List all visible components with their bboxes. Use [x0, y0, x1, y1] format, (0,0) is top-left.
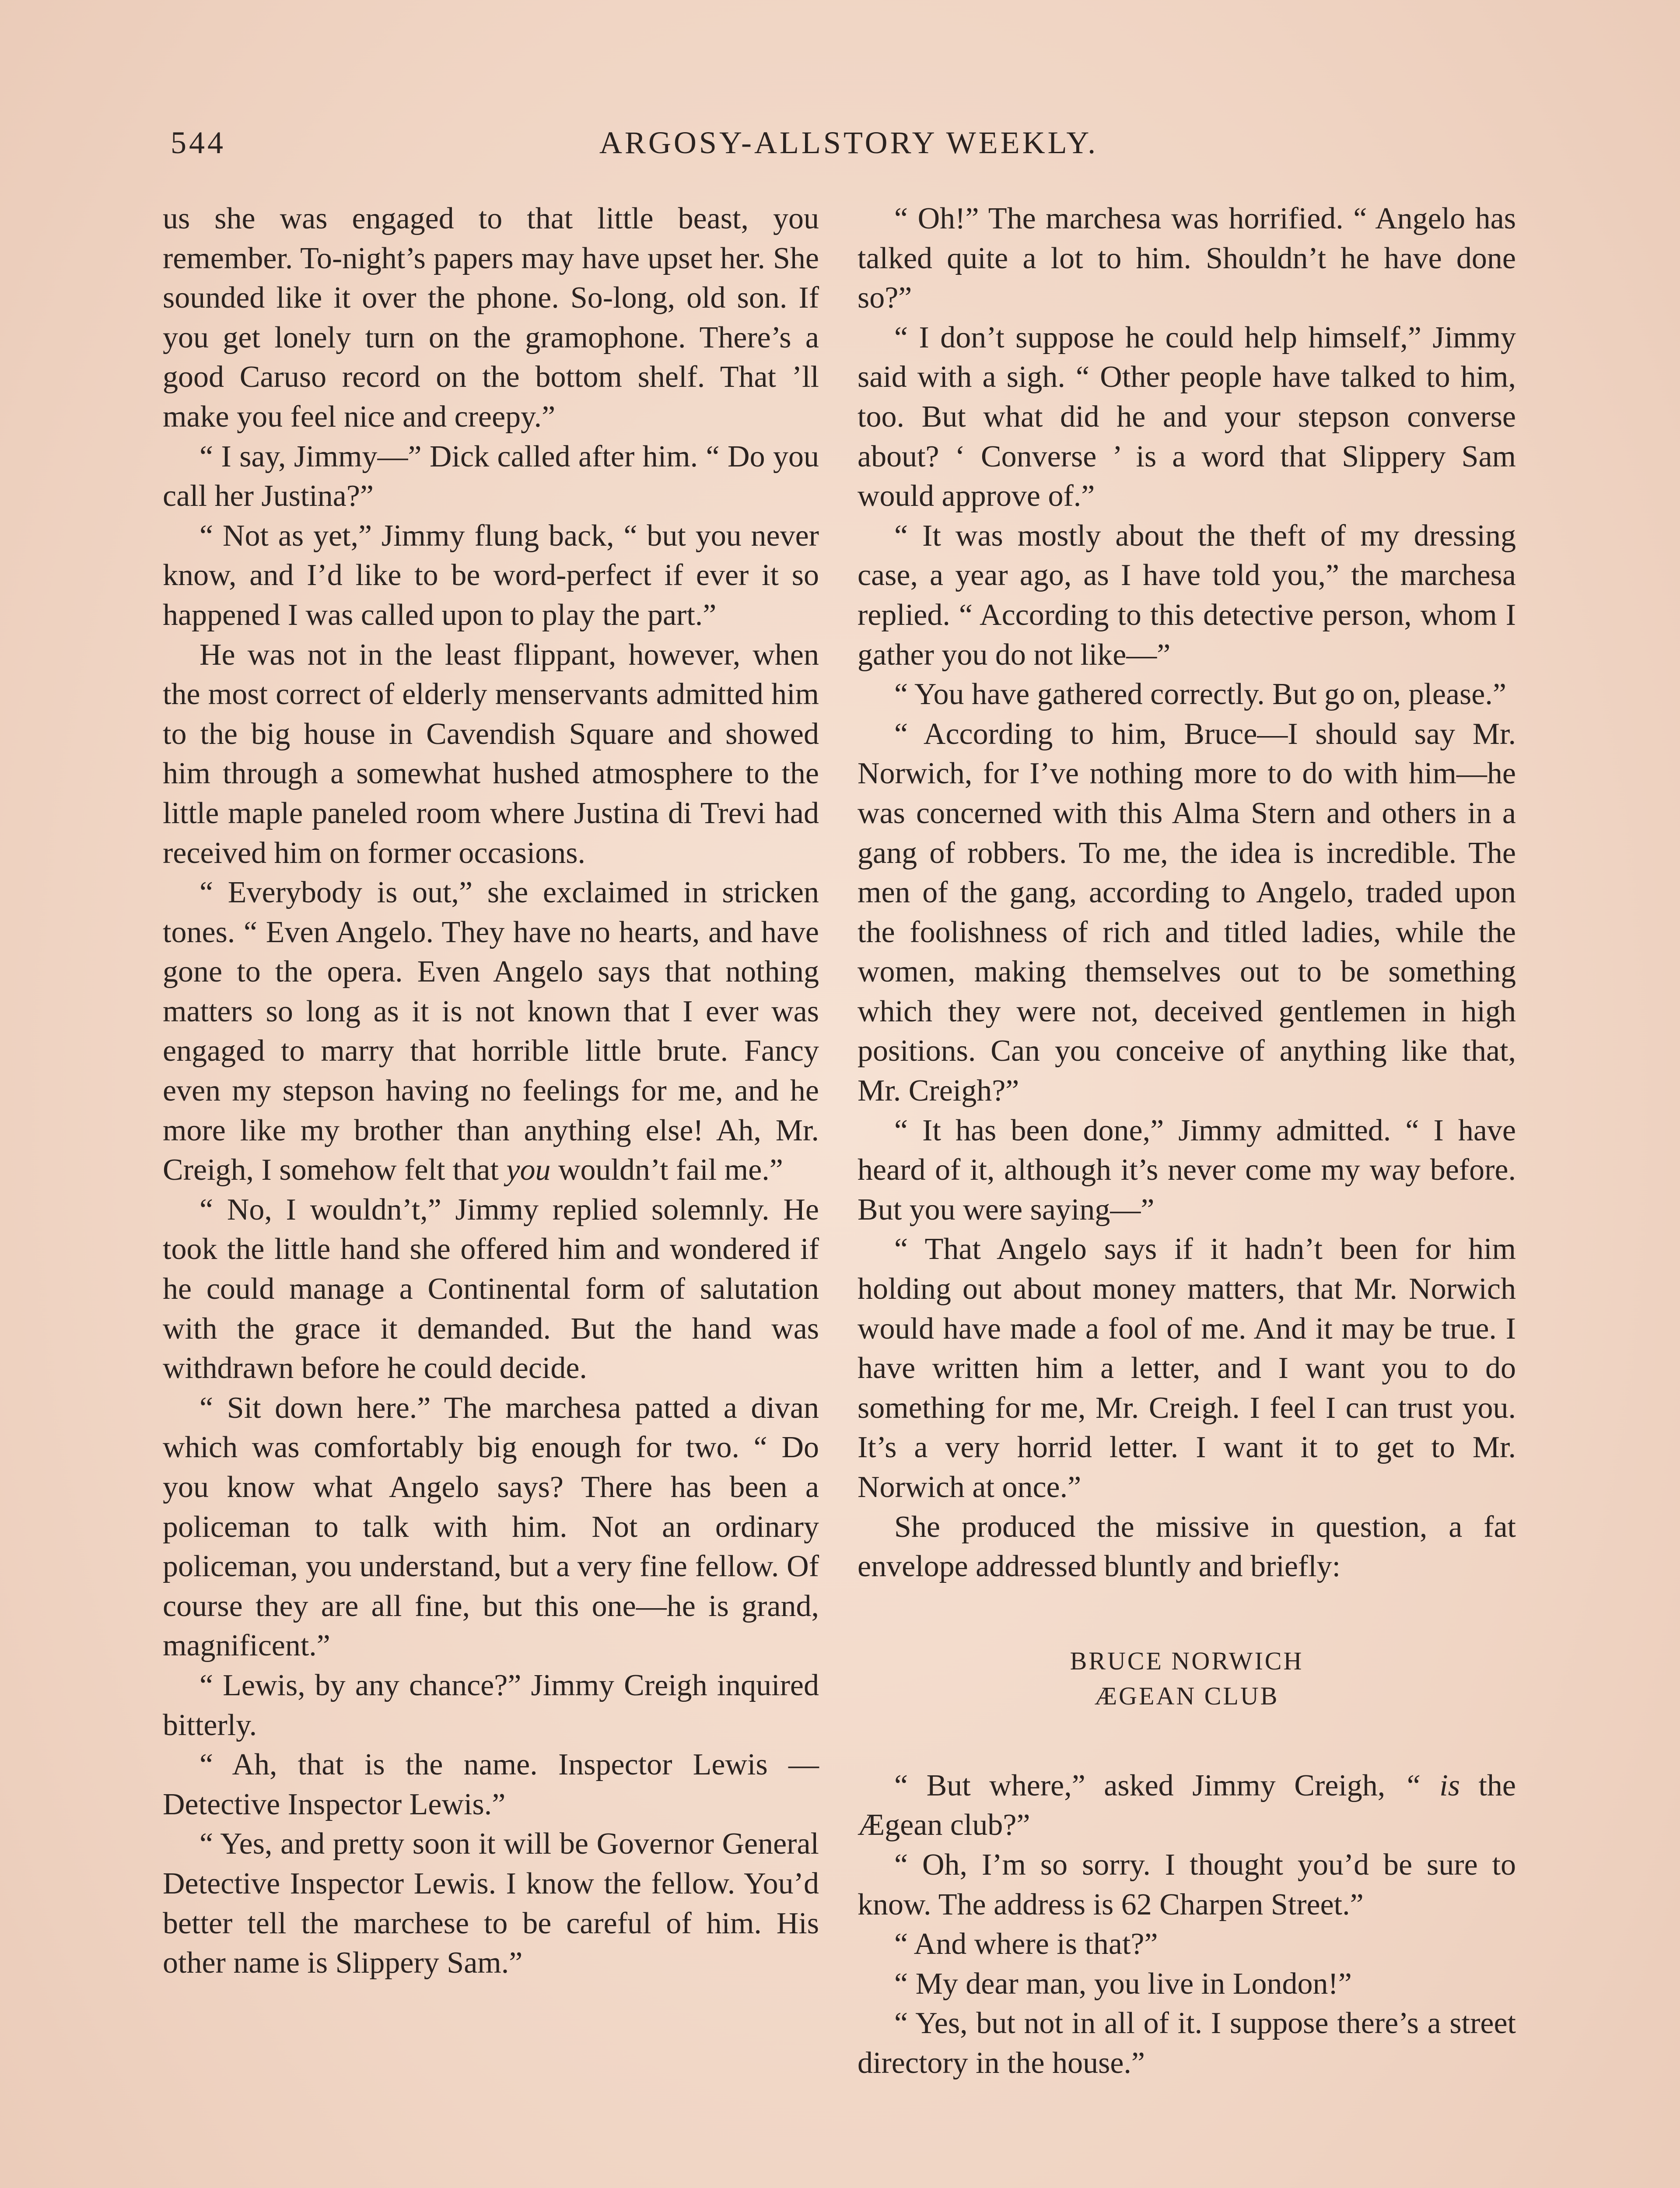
right-column [858, 199, 1516, 2083]
address-line: BRUCE NORWICH [1070, 1646, 1304, 1675]
emphasis: “ is [1404, 1768, 1460, 1802]
running-header [171, 125, 1527, 177]
page-number: 544 [171, 125, 226, 160]
paragraph: “ You have gathered correctly. But go on, please.” [894, 677, 1506, 712]
paragraph: “ Oh!” The marchesa was horrified. “ Angelo has talked quite a lot to him. Shouldn’t he have done so?” [858, 202, 1516, 315]
paragraph: us she was engaged to that little beast, you remember. To-night’s papers may have upset her. She sounded like it over the phone. So-long, old son. If you get lonely turn on the gramophone. There’s a good Caruso record on the bottom shelf. That ’ll make you feel nice and creepy.” [163, 202, 819, 434]
paragraph: “ I say, Jimmy—” Dick called after him. “ Do you call her Justina?” [163, 439, 819, 513]
paragraph: She produced the missive in question, a fat envelope addressed bluntly and briefly: [858, 1510, 1516, 1584]
paragraph: He was not in the least flippant, however, when the most correct of elderly menservants admitted him to the big house in Cavendish Square and showed him through a somewhat hushed atmosphere to the little maple paneled room where Justina di Trevi had received him on former occasions. [163, 638, 819, 870]
paragraph: “ According to him, Bruce—I should say Mr. Norwich, for I’ve nothing more to do with him—he was concerned with this Alma Stern and others in a gang of robbers. To me, the idea is incredible. The men of the gang, according to Angelo, traded upon the foolishness of rich and titled ladies, while the women, making themselves out to be something which they were not, deceived gentlemen in high positions. Can you conceive of anything like that, Mr. Creigh?” [858, 717, 1516, 1108]
paragraph: “ Lewis, by any chance?” Jimmy Creigh inquired bitterly. [163, 1668, 819, 1742]
paragraph-text: the Ægean club?” [858, 1768, 1516, 1842]
paragraph: “ Sit down here.” The marchesa patted a divan which was comfortably big enough for two. “ Do you know what Angelo says? There has been a policeman to talk with him. Not an ordinary policeman, you understand, but a very fine fellow. Of course they are all fine, but this one—he is grand, magnificent.” [163, 1391, 819, 1663]
paragraph: “ It has been done,” Jimmy admitted. “ I have heard of it, although it’s never come my way before. But you were saying—” [858, 1113, 1516, 1227]
paragraph [163, 873, 819, 1190]
paragraph-text: “ Everybody is out,” she exclaimed in stricken tones. “ Even Angelo. They have no hearts, and have gone to the opera. Even Angelo says that nothing matters so long as it is not known that I ever was engaged to marry that horrible little brute. Fancy even my stepson having no feelings for me, and he more like my brother than anything else! Ah, Mr. Creigh, I somehow felt that [163, 876, 819, 1187]
envelope-address [858, 1644, 1516, 1714]
paragraph: “ I don’t suppose he could help himself,” Jimmy said with a sigh. “ Other people have talked to him, too. But what did he and your stepson converse about? ‘ Converse ’ is a word that Slippery Sam would approve of.” [858, 320, 1516, 513]
paragraph: “ No, I wouldn’t,” Jimmy replied solemnly. He took the little hand she offered him and wondered if he could manage a Continental form of salutation with the grace it demanded. But the hand was withdrawn before he could decide. [163, 1192, 819, 1385]
paragraph: “ Yes, but not in all of it. I suppose there’s a street directory in the house.” [858, 2006, 1516, 2080]
paragraph [858, 1766, 1516, 1845]
magazine-title: ARGOSY-ALLSTORY WEEKLY. [599, 125, 1099, 160]
paragraph: “ And where is that?” [894, 1927, 1158, 1961]
paragraph: “ Ah, that is the name. Inspector Lewis —Detective Inspector Lewis.” [163, 1748, 819, 1821]
paragraph: “ Yes, and pretty soon it will be Governor General Detective Inspector Lewis. I know the fellow. You’d better tell the marchese to be careful of him. His other name is Slippery Sam.” [163, 1827, 819, 1980]
paragraph: “ Oh, I’m so sorry. I thought you’d be sure to know. The address is 62 Charpen Street.” [858, 1848, 1516, 1922]
paragraph: “ Not as yet,” Jimmy flung back, “ but you never know, and I’d like to be word-perfect if ever it so happened I was called upon to play the part.” [163, 519, 819, 632]
paragraph-text: wouldn’t fail me.” [550, 1153, 783, 1187]
address-line: ÆGEAN CLUB [1094, 1681, 1279, 1710]
emphasis: you [506, 1153, 551, 1187]
left-column [163, 199, 819, 1983]
paragraph: “ It was mostly about the theft of my dressing case, a year ago, as I have told you,” the marchesa replied. “ According to this detective person, whom I gather you do not like—” [858, 519, 1516, 672]
paragraph: “ My dear man, you live in London!” [894, 1967, 1352, 2001]
paragraph: “ That Angelo says if it hadn’t been for him holding out about money matters, that Mr. Norwich would have made a fool of me. And it may be true. I have written him a letter, and I want you to do something for me, Mr. Creigh. I feel I can trust you. It’s a very horrid letter. I want it to get to Mr. Norwich at once.” [858, 1232, 1516, 1504]
paragraph-text: “ But where,” asked Jimmy Creigh, [894, 1768, 1386, 1802]
